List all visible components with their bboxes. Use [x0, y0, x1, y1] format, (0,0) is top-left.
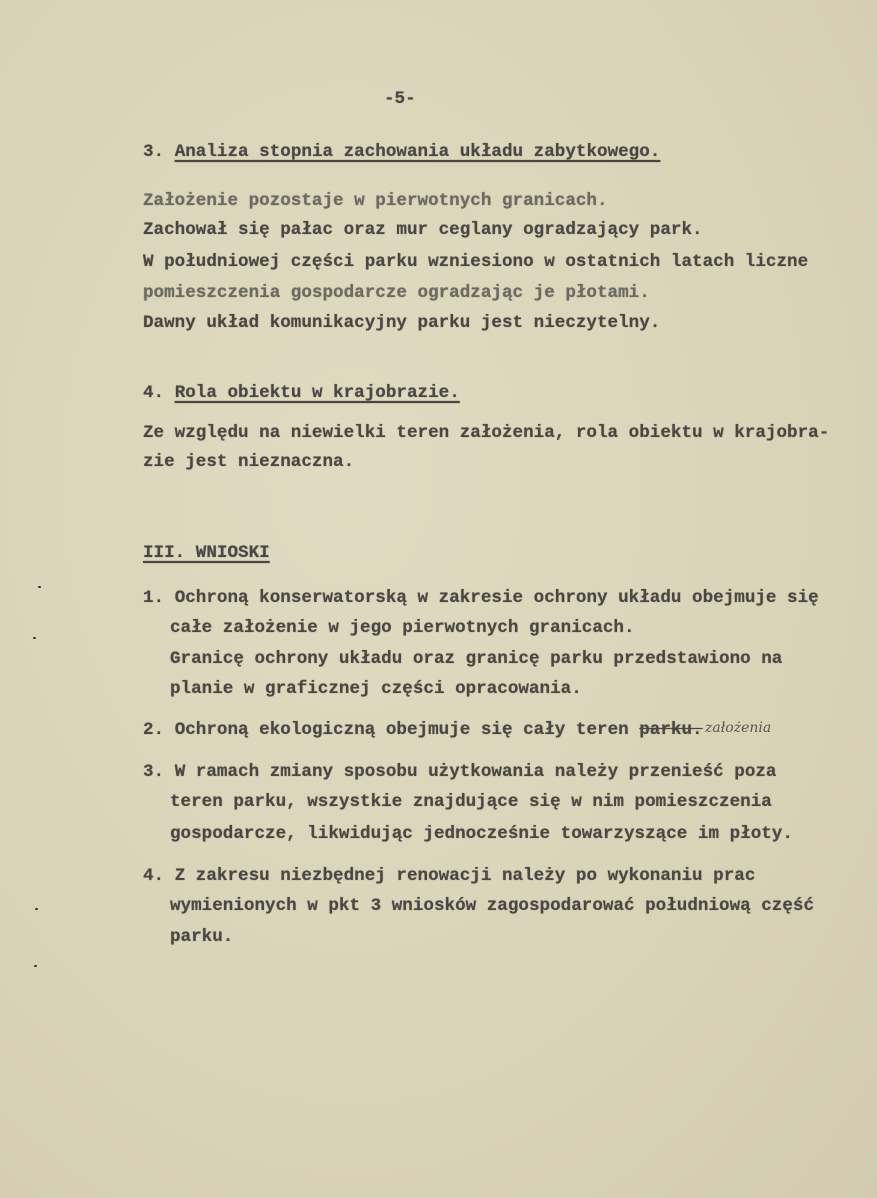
item-line: planie w graficznej części opracowania.	[170, 679, 582, 699]
paragraph-line: zie jest nieznaczna.	[143, 452, 355, 472]
item-line: teren parku, wszystkie znajdujące się w nim pomieszczenia	[170, 792, 772, 812]
item-line: wymienionych w pkt 3 wniosków zagospodarować południową część	[170, 896, 815, 916]
paragraph-line: Zachował się pałac oraz mur ceglany ogradzający park.	[143, 220, 703, 240]
item-number: 4.	[143, 866, 165, 886]
heading-text: Analiza stopnia zachowania układu zabytkowego.	[174, 142, 661, 162]
item-number: 3.	[143, 762, 165, 782]
paragraph-line: Ze względu na niewielki teren założenia, rola obiektu w krajobra-	[143, 423, 830, 443]
item-line: Z zakresu niezbędnej renowacji należy po wykonaniu prac	[174, 866, 756, 886]
paper-speck	[38, 586, 41, 588]
paragraph-line: pomieszczenia gospodarcze ogradzając je płotami.	[143, 283, 650, 303]
list-item-3	[143, 762, 777, 782]
item-line: Granicę ochrony układu oraz granicę parku przedstawiono na	[170, 649, 783, 669]
item-line: gospodarcze, likwidując jednocześnie towarzyszące im płoty.	[170, 824, 793, 844]
struck-word: parku.	[639, 720, 703, 740]
list-item-4	[143, 866, 755, 886]
list-item-1	[143, 588, 819, 608]
item-line: Ochroną konserwatorską w zakresie ochrony układu obejmuje się	[174, 588, 819, 608]
heading-text: Rola obiektu w krajobrazie.	[174, 383, 460, 403]
paper-speck	[34, 965, 37, 967]
item-number: 1.	[143, 588, 165, 608]
section-3-heading	[143, 142, 660, 162]
list-item-2	[143, 720, 703, 740]
item-line: parku.	[170, 927, 234, 947]
paragraph-line: W południowej części parku wzniesiono w ostatnich latach liczne	[143, 252, 809, 272]
item-number: 2.	[143, 720, 165, 740]
paragraph-line: Dawny układ komunikacyjny parku jest nieczytelny.	[143, 313, 661, 333]
item-line: Ochroną ekologiczną obejmuje się cały teren	[174, 720, 629, 740]
section-number: 4.	[143, 383, 165, 403]
paragraph-line: Założenie pozostaje w pierwotnych granicach.	[143, 191, 608, 211]
paper-speck	[33, 637, 36, 639]
page-number: -5-	[384, 89, 416, 109]
item-line: W ramach zmiany sposobu użytkowania należy przenieść poza	[174, 762, 777, 782]
handwritten-correction: założenia	[705, 720, 772, 736]
item-line: całe założenie w jego pierwotnych granicach.	[170, 618, 635, 638]
paper-speck	[35, 908, 38, 910]
section-number: 3.	[143, 142, 165, 162]
conclusions-heading: III. WNIOSKI	[143, 543, 270, 563]
section-4-heading	[143, 383, 460, 403]
